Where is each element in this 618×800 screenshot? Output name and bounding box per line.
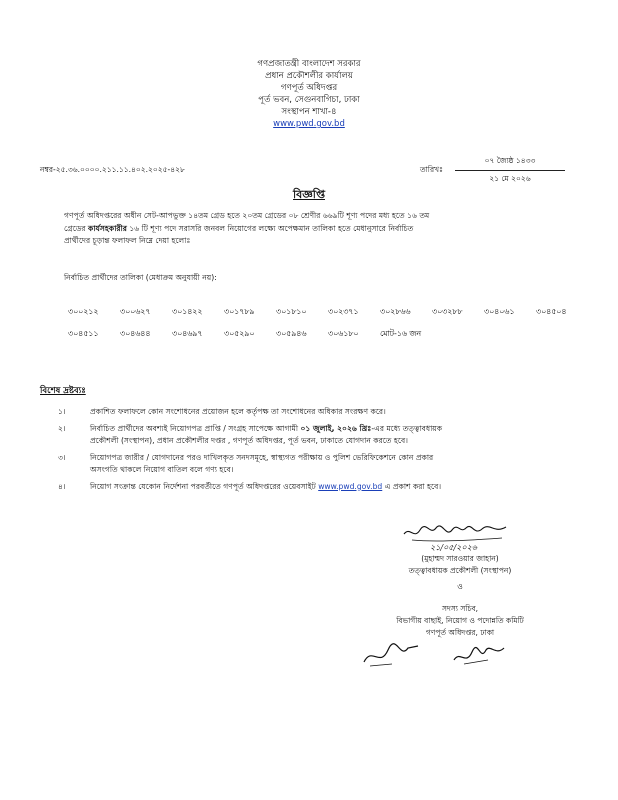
paragraph-text: গ্রেডের [64,223,89,233]
roll-number: ৩০১৮১০ [276,307,307,316]
paragraph-text: ১৬ টি শূণ্য পদে সরাসরি জনবল নিয়োগের লক্ষ্যে অপেক্ষমান তালিকা হতে মেধানুসারে নির্বাচিত [126,223,414,233]
header-block [0,58,618,130]
paragraph-line-2 [64,223,584,236]
note-text-segment: নিয়োগ সংক্রান্ত যেকোন নির্দেশনা পরবর্তীতে গণপূর্ত অধিদপ্তরের ওয়েবসাইট [90,481,319,491]
department-name: গণপূর্ত অধিদপ্তর, ঢাকা [425,628,495,637]
header-department: গণপূর্ত অধিদপ্তর [280,83,338,93]
roll-number: ৩০১৭৮৯ [224,307,255,316]
deadline-date: ০১ জুলাই, ২০২৬ খ্রিঃ [300,423,372,433]
note-text-line: নিয়োগপত্র জারীর / যোগদানের পরও দাখিলকৃত সনদসমূহে, স্বাস্থ্যগত পরীক্ষায় ও পুলিশ ভেরিফিকেশনে কোন প্রকার [90,452,434,462]
header-govt: গণপ্রজাতন্ত্রী বাংলাদেশ সরকার [257,59,361,69]
notes-list [58,406,598,493]
note-text-line: প্রকৌশলী (সংস্থাপন), প্রধান প্রকৌশলীর দপ্তর , গণপূর্ত অধিদপ্তর, পূর্ত ভবন, ঢাকাতে যোগদান করতে হবে। [90,436,408,445]
roll-number: ৩০৪৫১১ [68,329,99,338]
roll-number: ৩০০৬২৭ [120,307,151,316]
note-item [58,406,598,419]
roll-number: ৩০৫৯৪৬ [276,329,307,338]
date-block [455,156,565,186]
roll-number: ৩০৪৫০৪ [536,307,567,316]
note-text: প্রকাশিত ফলাফলে কোন সংশোধনের প্রয়োজন হলে কর্তৃপক্ষ তা সংশোধনের অধিকার সংরক্ষণ করে। [90,407,386,416]
signature-date: ২১/০৫/২০২৬ [430,543,477,552]
date-label: তারিখঃ [420,165,443,174]
roll-number: ৩০৩২৮৮ [432,307,463,316]
note-text [90,423,442,448]
member-secretary: সদস্য সচিব, [441,604,479,613]
signatory-block [360,553,560,639]
note-number: ৪। [58,481,66,491]
total-count: মোট-১৬ জন [380,329,422,338]
note-number: ১। [58,407,66,416]
memo-number: নম্বর-২৫.৩৬.০০০০.২১১.১১.৪০২.২০২৫-৪২৮ [40,165,185,174]
roll-number: ৩০০২১২ [68,307,99,316]
date-english: ২১ মে ২০২৬ [489,174,531,183]
roll-number: ৩০৪৬৪৪ [120,329,151,338]
note-number: ৩। [58,452,66,462]
candidate-list-title: নির্বাচিত প্রার্থীদের তালিকা (মেধাক্রম অনুযায়ী নয়): [64,273,217,282]
note-item [58,481,598,494]
date-bangla: ০৭ জ্যৈষ্ঠ ১৪৩৩ [455,156,565,171]
note-text-segment: -এর মধ্যে তত্ত্বাবধায়ক [371,423,443,433]
paragraph-line-1: গণপূর্ত অধিদপ্তরের অধীন সেট-আপভুক্ত ১৪তম গ্রেড হতে ২০তম গ্রেডের ০৮ শ্রেণীর ৬৬৯টি শূণ্য পদের মধ্য হতে ১৬ তম [64,211,430,220]
signatory-name: (মুহাম্মদ সারওয়ার জাহান) [421,554,499,563]
roll-number: ৩০৪৬৯৭ [172,329,203,338]
signatory-designation: তত্ত্বাবধায়ক প্রকৌশলী (সংস্থাপন) [408,566,512,575]
initials-mark-left [362,640,422,670]
roll-number: ৩০২৩৭১ [328,307,359,316]
note-text-segment: নির্বাচিত প্রার্থীদের অবশ্যই নিয়োগপত্র প্রাপ্তি / সংগ্রহ সাপেক্ষে আগামী [90,423,301,433]
header-section: সংস্থাপন শাখা-৪ [281,107,337,117]
header-office: প্রধান প্রকৌশলীর কার্যালয় [265,71,353,81]
website-link[interactable]: www.pwd.gov.bd [318,481,383,491]
header-address: পূর্ত ভবন, সেগুনবাগিচা, ঢাকা [258,95,360,105]
note-item [58,452,598,477]
notice-title: বিজ্ঞপ্তি [293,188,325,201]
roll-number: ৩০৪০৬১ [484,307,515,316]
roll-number: ৩০৫২৯০ [224,329,255,338]
note-number: ২। [58,423,66,433]
note-text-segment: এ প্রকাশ করা হবে। [382,481,442,491]
special-notes-heading: বিশেষ দ্রষ্টব্যঃ [40,386,86,396]
note-text-line [90,423,442,436]
roll-number: ৩০২৮৬৬ [380,307,411,316]
post-name: কার্যসহকারীর [88,223,127,233]
roll-number: ৩০৬১৮০ [328,329,359,338]
conjunction: ও [457,582,463,591]
committee-name: বিভাগীয় বাছাই, নিয়োগ ও পদোন্নতি কমিটি [396,616,524,625]
roll-number: ৩০১৪২২ [172,307,203,316]
initials-mark-right [450,642,510,672]
note-text-line: অসংগতি থাকলে নিয়োগ বাতিল বলে গণ্য হবে। [90,465,234,474]
notice-paragraph [64,210,584,248]
note-item [58,423,598,448]
note-text [90,452,433,477]
paragraph-line-3: প্রার্থীদের চূড়ান্ত ফলাফল নিম্নে দেয়া হলোঃ [64,236,191,245]
header-website-link[interactable]: www.pwd.gov.bd [273,119,345,129]
note-text [90,481,441,494]
